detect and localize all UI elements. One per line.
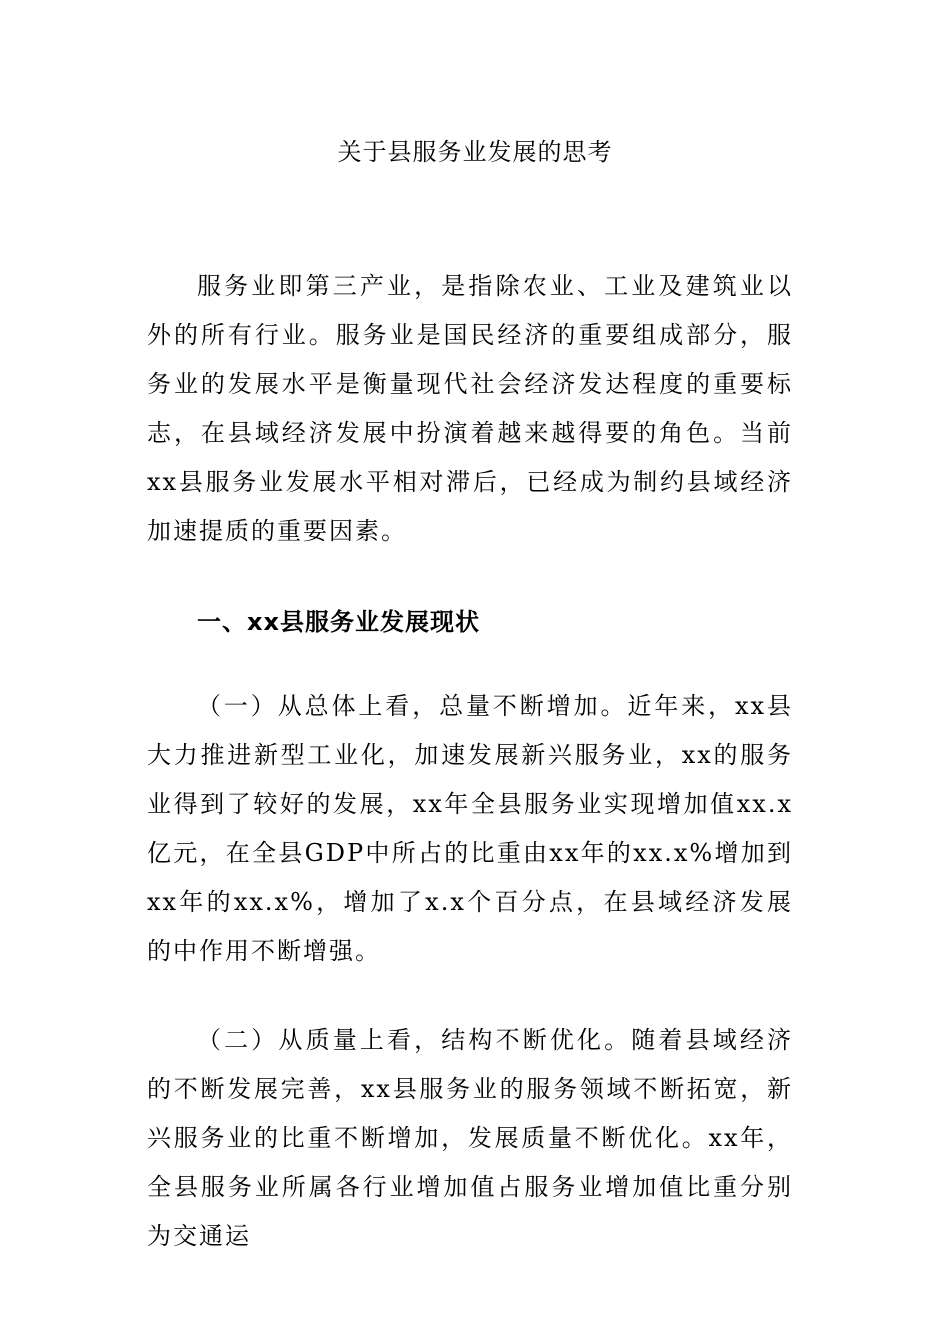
paragraph-structure-quality: （二）从质量上看，结构不断优化。随着县域经济的不断发展完善，xx县服务业的服务领域不断拓宽，新兴服务业的比重不断增加，发展质量不断优化。xx年，全县服务业所属各行业增加值占服务业增加值比重分别为交通运 (147, 1026, 793, 1250)
intro-paragraph: 服务业即第三产业，是指除农业、工业及建筑业以外的所有行业。服务业是国民经济的重要组成部分，服务业的发展水平是衡量现代社会经济发达程度的重要标志，在县域经济发展中扮演着越来越得要的角色。当前xx县服务业发展水平相对滞后，已经成为制约县域经济加速提质的重要因素。 (147, 272, 793, 545)
section-heading: 一、xx县服务业发展现状 (197, 608, 480, 636)
document-title: 关于县服务业发展的思考 (337, 138, 613, 166)
paragraph-total-volume: （一）从总体上看，总量不断增加。近年来，xx县大力推进新型工业化，加速发展新兴服务业，xx的服务业得到了较好的发展，xx年全县服务业实现增加值xx.x亿元，在全县GDP中所占的比重由xx年的xx.x%增加到xx年的xx.x%，增加了x.x个百分点，在县域经济发展的中作用不断增强。 (147, 692, 793, 965)
